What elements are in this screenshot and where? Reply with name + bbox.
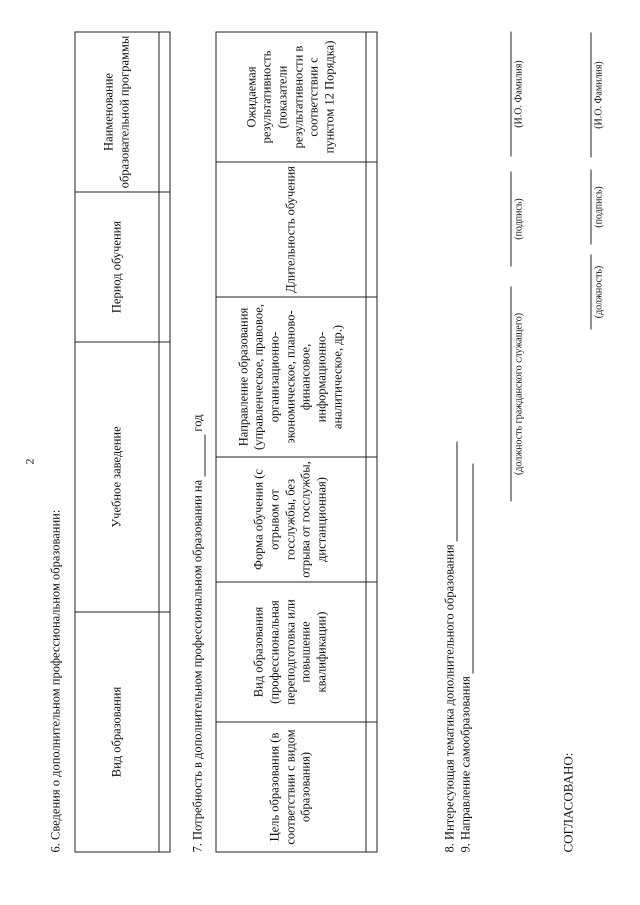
section-7-header-row [216, 32, 366, 852]
header-study-period: Период обучения [75, 192, 159, 342]
cell [159, 32, 170, 192]
item-8-label: 8. Интересующая тематика дополнительного образования [442, 544, 457, 853]
item-9-blank-line [473, 463, 474, 673]
agreed-label: СОГЛАСОВАНО: [560, 752, 576, 853]
agreed-sign-line [591, 170, 592, 245]
agreed-position-line [591, 255, 592, 330]
header-study-form: Форма обучения (с отрывом от госслужбы, без отрыва от госслужбы, дистанционная) [216, 457, 366, 582]
cell [366, 162, 377, 297]
section-6-title: 6. Сведения о дополнительном профессиональном образовании: [48, 509, 63, 853]
cell [159, 342, 170, 612]
header-study-duration: Длительность обучения [216, 162, 366, 297]
cell [159, 192, 170, 342]
header-institution: Учебное заведение [75, 342, 159, 612]
sign-caption: (подпись) [513, 198, 525, 240]
cell [366, 32, 377, 162]
item-9-label: 9. Направление самообразования [458, 676, 473, 853]
section-7-blank-row [366, 32, 377, 852]
section-7-title-suffix: год [190, 414, 205, 432]
item-8 [443, 441, 458, 852]
cell [366, 722, 377, 852]
cell [366, 297, 377, 457]
rotated-canvas [1, 0, 640, 905]
header-education-kind: Вид образования (профессиональная переподготовка или повышение квалификации) [216, 582, 366, 722]
header-expected-result: Ожидаемая результативность (показатели результативности в соответствии с пунктом 12 Порядка) [216, 32, 366, 162]
header-program-name: Наименование образовательной программы [75, 32, 159, 192]
name-caption: (И.О. Фамилия) [513, 60, 525, 128]
agreed-position-caption: (должность) [593, 265, 605, 319]
section-6-blank-row [159, 32, 170, 852]
page-number: 2 [22, 458, 37, 465]
header-education-direction: Направление образования (управленческое, правовое, организационно-экономическое, планово-финансовое, информационно-аналитическое, др.) [216, 297, 366, 457]
year-blank-line [205, 435, 206, 477]
header-education-goal: Цель образования (в соответствии с видом образования) [216, 722, 366, 852]
item-8-blank-line [457, 441, 458, 541]
cell [366, 582, 377, 722]
sign-line [511, 172, 512, 267]
agreed-sign-caption: (подпись) [593, 186, 605, 228]
name-line [511, 32, 512, 157]
cell [366, 457, 377, 582]
section-6-header-row [75, 32, 159, 852]
agreed-name-line [591, 33, 592, 158]
header-education-type: Вид образования [75, 612, 159, 852]
agreed-name-caption: (И.О. Фамилия) [593, 61, 605, 129]
section-7-title-prefix: 7. Потребность в дополнительном профессиональном образовании на [190, 479, 205, 853]
section-6-table [75, 32, 171, 853]
position-line [511, 287, 512, 502]
item-9 [459, 463, 474, 852]
section-7-table [216, 32, 378, 853]
section-7-title [191, 415, 206, 853]
position-caption: (должность гражданского служащего) [513, 312, 525, 476]
cell [159, 612, 170, 852]
